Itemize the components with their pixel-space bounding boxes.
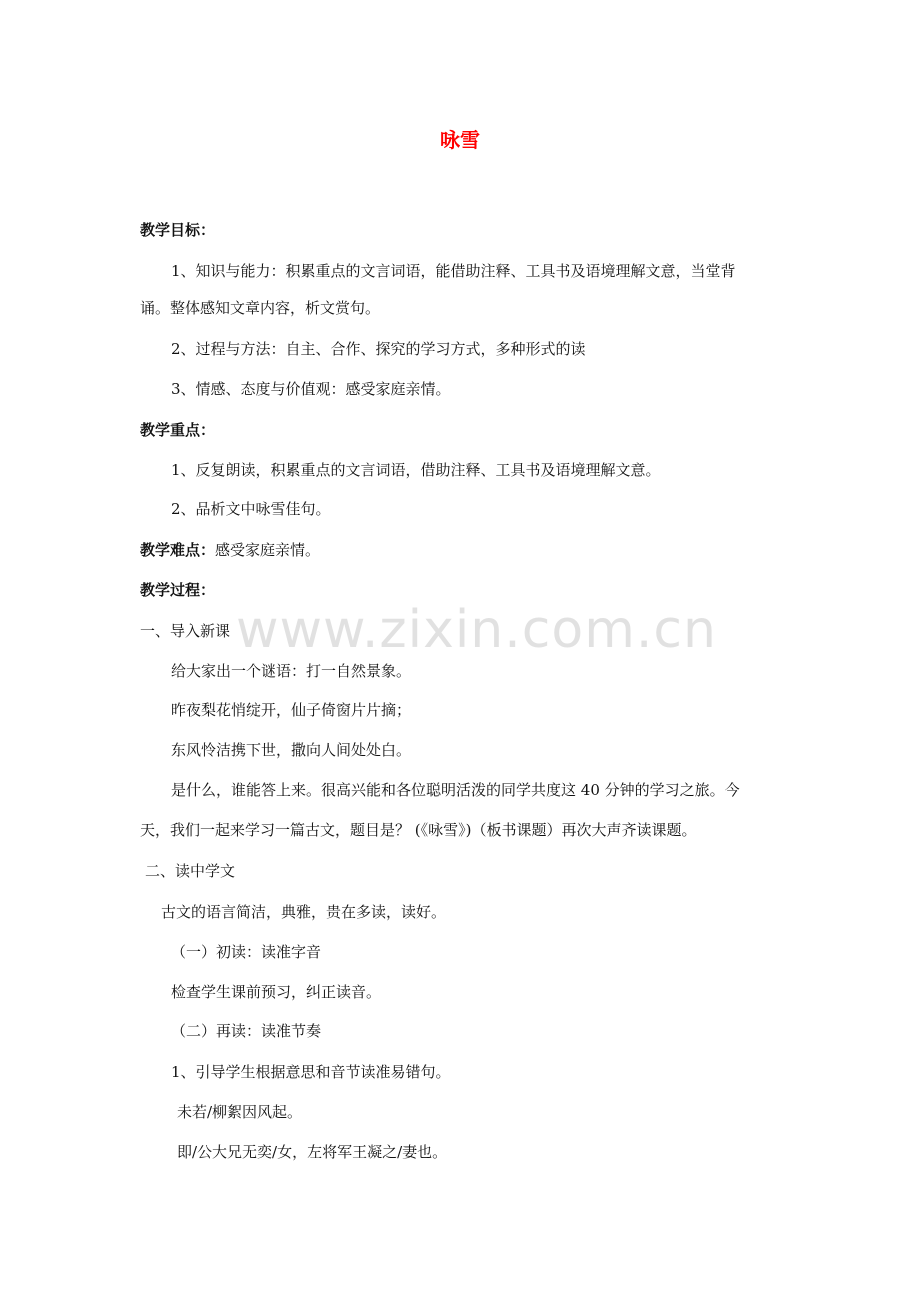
difficulty-row [140, 541, 320, 559]
section-2-intro: 古文的语言简洁，典雅，贵在多读，读好。 [161, 903, 447, 921]
section-1-title: 一、导入新课 [140, 622, 231, 640]
difficulty-heading: 教学难点： [140, 541, 216, 559]
subsection-2-item-1: 1、引导学生根据意思和音节读准易错句。 [171, 1063, 451, 1081]
riddle-line-1: 昨夜梨花悄绽开，仙子倚窗片片摘； [171, 701, 412, 719]
intro-paragraph-line-1: 是什么，谁能答上来。很高兴能和各位聪明活泼的同学共度这 40 分钟的学习之旅。今 [171, 781, 740, 799]
example-sentence-2: 即/公大兄无奕/女，左将军王凝之/妻也。 [177, 1143, 448, 1161]
difficulty-text: 感受家庭亲情。 [215, 541, 321, 559]
key-points-heading: 教学重点： [140, 421, 216, 439]
watermark: www.zixin.com.cn [236, 600, 717, 660]
riddle-intro: 给大家出一个谜语：打一自然景象。 [171, 662, 412, 680]
page-title: 咏雪 [440, 128, 480, 152]
subsection-1-text: 检查学生课前预习，纠正读音。 [171, 983, 382, 1001]
objectives-heading: 教学目标： [140, 221, 216, 239]
example-sentence-1: 未若/柳絮因风起。 [177, 1103, 303, 1121]
intro-paragraph-line-2: 天，我们一起来学习一篇古文，题目是？ (《咏雪》)（板书课题）再次大声齐读课题。 [140, 821, 697, 839]
key-point-item-1: 1、反复朗读，积累重点的文言词语，借助注释、工具书及语境理解文意。 [171, 461, 661, 479]
subsection-1-title: （一）初读：读准字音 [171, 943, 322, 961]
objective-item-3: 3、情感、态度与价值观：感受家庭亲情。 [171, 380, 451, 398]
objective-item-2: 2、过程与方法：自主、合作、探究的学习方式，多种形式的读 [171, 340, 586, 358]
objective-item-1-line-2: 诵。整体感知文章内容，析文赏句。 [140, 299, 381, 317]
riddle-line-2: 东风怜洁携下世，撒向人间处处白。 [171, 741, 412, 759]
key-point-item-2: 2、品析文中咏雪佳句。 [171, 500, 331, 518]
subsection-2-title: （二）再读：读准节奏 [171, 1022, 322, 1040]
section-2-title: 二、读中学文 [145, 862, 236, 880]
process-heading: 教学过程： [140, 581, 216, 599]
objective-item-1-line-1: 1、知识与能力：积累重点的文言词语，能借助注释、工具书及语境理解文意，当堂背 [171, 262, 736, 280]
